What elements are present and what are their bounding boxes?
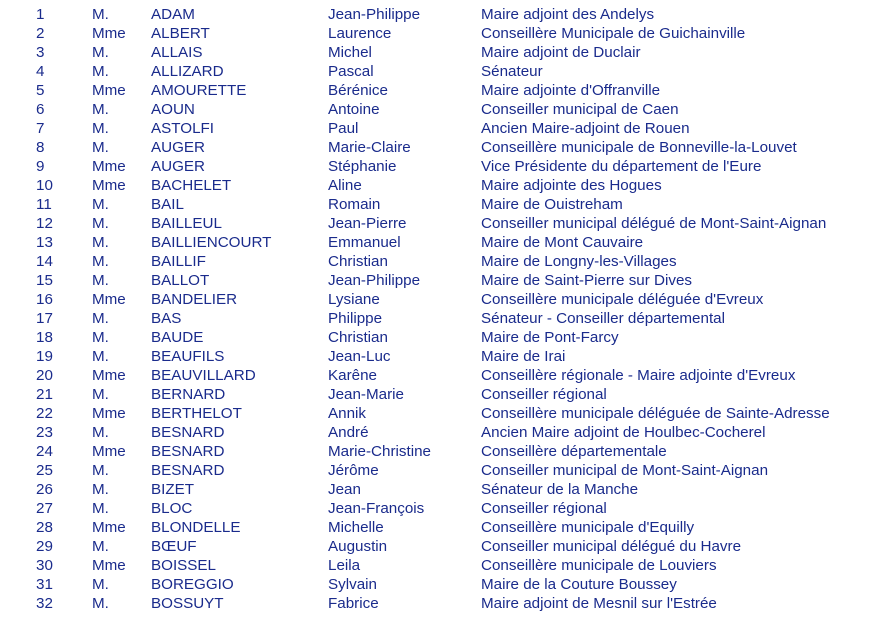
row-function: Vice Présidente du département de l'Eure <box>481 158 762 175</box>
row-function: Sénateur de la Manche <box>481 481 639 498</box>
row-number: 3 <box>36 44 45 61</box>
row-number: 7 <box>36 120 45 137</box>
row-last-name: BAS <box>151 310 182 327</box>
row-first-name: Karêne <box>328 367 377 384</box>
row-first-name: Stéphanie <box>328 158 397 175</box>
row-number: 24 <box>36 443 53 460</box>
row-last-name: BAILLEUL <box>151 215 222 232</box>
row-first-name: Laurence <box>328 25 392 42</box>
row-last-name: BLOC <box>151 500 193 517</box>
row-function: Conseillère municipale d'Equilly <box>481 519 695 536</box>
row-last-name: BAUDE <box>151 329 204 346</box>
list-row <box>0 43 874 62</box>
row-function: Maire adjoint de Mesnil sur l'Estrée <box>481 595 717 612</box>
row-first-name: Philippe <box>328 310 383 327</box>
list-row <box>0 499 874 518</box>
row-function: Ancien Maire adjoint de Houlbec-Cocherel <box>481 424 766 441</box>
row-number: 20 <box>36 367 53 384</box>
row-function: Maire de la Couture Boussey <box>481 576 677 593</box>
row-function: Conseiller municipal de Caen <box>481 101 679 118</box>
row-number: 29 <box>36 538 53 555</box>
row-first-name: Jean-Pierre <box>328 215 407 232</box>
row-first-name: Sylvain <box>328 576 377 593</box>
row-civility: Mme <box>92 443 126 460</box>
row-civility: M. <box>92 329 109 346</box>
row-civility: M. <box>92 253 109 270</box>
row-function: Conseillère municipale de Louviers <box>481 557 717 574</box>
row-civility: M. <box>92 101 109 118</box>
list-row <box>0 404 874 423</box>
row-last-name: BESNARD <box>151 462 225 479</box>
row-last-name: BAILLIENCOURT <box>151 234 272 251</box>
row-civility: M. <box>92 139 109 156</box>
row-last-name: AMOURETTE <box>151 82 247 99</box>
row-civility: M. <box>92 44 109 61</box>
row-function: Maire de Pont-Farcy <box>481 329 619 346</box>
list-row <box>0 423 874 442</box>
row-first-name: Jean-Marie <box>328 386 404 403</box>
row-civility: M. <box>92 348 109 365</box>
row-first-name: Marie-Claire <box>328 139 411 156</box>
row-function: Conseiller municipal délégué de Mont-Saint-Aignan <box>481 215 827 232</box>
row-function: Conseillère municipale déléguée d'Evreux <box>481 291 764 308</box>
row-last-name: ADAM <box>151 6 195 23</box>
row-number: 17 <box>36 310 53 327</box>
row-number: 16 <box>36 291 53 308</box>
row-civility: Mme <box>92 557 126 574</box>
row-first-name: Jérôme <box>328 462 379 479</box>
row-function: Maire de Longny-les-Villages <box>481 253 677 270</box>
row-last-name: BEAUVILLARD <box>151 367 256 384</box>
row-last-name: BOISSEL <box>151 557 216 574</box>
row-last-name: BAILLIF <box>151 253 206 270</box>
row-civility: Mme <box>92 177 126 194</box>
row-function: Sénateur - Conseiller départemental <box>481 310 725 327</box>
row-number: 30 <box>36 557 53 574</box>
row-last-name: AUGER <box>151 139 206 156</box>
row-first-name: Michel <box>328 44 372 61</box>
row-number: 11 <box>36 196 52 213</box>
row-number: 9 <box>36 158 45 175</box>
row-number: 26 <box>36 481 53 498</box>
row-first-name: Marie-Christine <box>328 443 431 460</box>
list-row <box>0 138 874 157</box>
list-row <box>0 214 874 233</box>
row-function: Maire adjointe des Hogues <box>481 177 662 194</box>
row-function: Sénateur <box>481 63 543 80</box>
row-first-name: Jean-Luc <box>328 348 391 365</box>
row-civility: Mme <box>92 291 126 308</box>
list-row <box>0 575 874 594</box>
list-row <box>0 556 874 575</box>
row-number: 4 <box>36 63 45 80</box>
row-first-name: Fabrice <box>328 595 379 612</box>
row-civility: M. <box>92 6 109 23</box>
row-number: 2 <box>36 25 45 42</box>
row-last-name: BERNARD <box>151 386 226 403</box>
list-row <box>0 385 874 404</box>
row-last-name: BANDELIER <box>151 291 238 308</box>
row-number: 12 <box>36 215 53 232</box>
row-last-name: ALLIZARD <box>151 63 224 80</box>
row-last-name: BOSSUYT <box>151 595 224 612</box>
row-last-name: BALLOT <box>151 272 210 289</box>
row-last-name: BESNARD <box>151 443 225 460</box>
list-row <box>0 309 874 328</box>
row-function: Conseillère régionale - Maire adjointe d'Evreux <box>481 367 796 384</box>
row-first-name: Jean-François <box>328 500 425 517</box>
row-civility: M. <box>92 500 109 517</box>
list-row <box>0 195 874 214</box>
list-row <box>0 537 874 556</box>
row-first-name: Augustin <box>328 538 388 555</box>
row-civility: M. <box>92 424 109 441</box>
row-last-name: BACHELET <box>151 177 232 194</box>
row-number: 25 <box>36 462 53 479</box>
row-first-name: Jean <box>328 481 361 498</box>
row-last-name: BERTHELOT <box>151 405 242 422</box>
row-number: 23 <box>36 424 53 441</box>
row-number: 28 <box>36 519 53 536</box>
row-first-name: Emmanuel <box>328 234 401 251</box>
row-function: Maire de Ouistreham <box>481 196 623 213</box>
row-last-name: BAIL <box>151 196 184 213</box>
row-civility: M. <box>92 462 109 479</box>
row-function: Maire de Mont Cauvaire <box>481 234 644 251</box>
row-function: Conseiller municipal de Mont-Saint-Aignan <box>481 462 769 479</box>
row-number: 10 <box>36 177 53 194</box>
row-first-name: Jean-Philippe <box>328 272 421 289</box>
row-function: Maire de Irai <box>481 348 566 365</box>
row-first-name: Leila <box>328 557 361 574</box>
row-civility: M. <box>92 538 109 555</box>
row-civility: M. <box>92 63 109 80</box>
row-last-name: ALBERT <box>151 25 210 42</box>
row-number: 19 <box>36 348 53 365</box>
row-function: Conseiller régional <box>481 386 607 403</box>
list-row <box>0 100 874 119</box>
list-row <box>0 119 874 138</box>
row-number: 32 <box>36 595 53 612</box>
row-number: 8 <box>36 139 45 156</box>
row-first-name: Pascal <box>328 63 374 80</box>
row-last-name: BOREGGIO <box>151 576 234 593</box>
row-first-name: Annik <box>328 405 366 422</box>
row-number: 22 <box>36 405 53 422</box>
list-row <box>0 252 874 271</box>
list-row <box>0 442 874 461</box>
list-row <box>0 518 874 537</box>
row-civility: M. <box>92 215 109 232</box>
row-civility: M. <box>92 120 109 137</box>
row-number: 18 <box>36 329 53 346</box>
signatory-list <box>0 5 874 613</box>
row-number: 1 <box>36 6 45 23</box>
list-row <box>0 62 874 81</box>
row-last-name: ASTOLFI <box>151 120 215 137</box>
row-civility: M. <box>92 310 109 327</box>
list-row <box>0 5 874 24</box>
row-civility: Mme <box>92 25 126 42</box>
list-row <box>0 594 874 613</box>
row-first-name: Romain <box>328 196 381 213</box>
list-row <box>0 290 874 309</box>
list-row <box>0 24 874 43</box>
row-first-name: Christian <box>328 329 388 346</box>
list-row <box>0 366 874 385</box>
row-last-name: AOUN <box>151 101 195 118</box>
row-function: Conseiller municipal délégué du Havre <box>481 538 742 555</box>
row-first-name: Christian <box>328 253 388 270</box>
list-row <box>0 347 874 366</box>
row-function: Ancien Maire-adjoint de Rouen <box>481 120 690 137</box>
list-row <box>0 157 874 176</box>
row-civility: Mme <box>92 367 126 384</box>
row-function: Conseillère départementale <box>481 443 667 460</box>
row-number: 5 <box>36 82 45 99</box>
row-number: 21 <box>36 386 53 403</box>
list-row <box>0 271 874 290</box>
row-number: 27 <box>36 500 53 517</box>
row-function: Conseillère Municipale de Guichainville <box>481 25 746 42</box>
row-first-name: Paul <box>328 120 359 137</box>
row-civility: M. <box>92 481 109 498</box>
list-row <box>0 176 874 195</box>
row-first-name: Jean-Philippe <box>328 6 421 23</box>
row-civility: Mme <box>92 405 126 422</box>
row-civility: M. <box>92 234 109 251</box>
list-row <box>0 328 874 347</box>
list-row <box>0 81 874 100</box>
list-row <box>0 233 874 252</box>
row-number: 15 <box>36 272 53 289</box>
row-last-name: BEAUFILS <box>151 348 225 365</box>
row-function: Maire adjoint de Duclair <box>481 44 641 61</box>
row-function: Maire adjoint des Andelys <box>481 6 655 23</box>
list-row <box>0 480 874 499</box>
row-function: Conseillère municipale de Bonneville-la-Louvet <box>481 139 797 156</box>
row-function: Conseillère municipale déléguée de Sainte-Adresse <box>481 405 830 422</box>
row-civility: Mme <box>92 82 126 99</box>
row-function: Conseiller régional <box>481 500 607 517</box>
row-function: Maire de Saint-Pierre sur Dives <box>481 272 693 289</box>
row-civility: M. <box>92 576 109 593</box>
row-last-name: BŒUF <box>151 538 197 555</box>
row-number: 31 <box>36 576 53 593</box>
row-function: Maire adjointe d'Offranville <box>481 82 661 99</box>
row-first-name: André <box>328 424 369 441</box>
row-last-name: ALLAIS <box>151 44 203 61</box>
list-row <box>0 461 874 480</box>
row-civility: M. <box>92 386 109 403</box>
row-number: 14 <box>36 253 53 270</box>
row-first-name: Lysiane <box>328 291 380 308</box>
row-first-name: Bérénice <box>328 82 388 99</box>
row-civility: M. <box>92 196 109 213</box>
row-first-name: Michelle <box>328 519 384 536</box>
row-last-name: BLONDELLE <box>151 519 241 536</box>
row-last-name: BIZET <box>151 481 195 498</box>
row-first-name: Aline <box>328 177 362 194</box>
row-first-name: Antoine <box>328 101 380 118</box>
row-civility: M. <box>92 595 109 612</box>
row-civility: Mme <box>92 519 126 536</box>
row-civility: Mme <box>92 158 126 175</box>
row-number: 6 <box>36 101 45 118</box>
row-last-name: BESNARD <box>151 424 225 441</box>
row-number: 13 <box>36 234 53 251</box>
row-last-name: AUGER <box>151 158 206 175</box>
row-civility: M. <box>92 272 109 289</box>
